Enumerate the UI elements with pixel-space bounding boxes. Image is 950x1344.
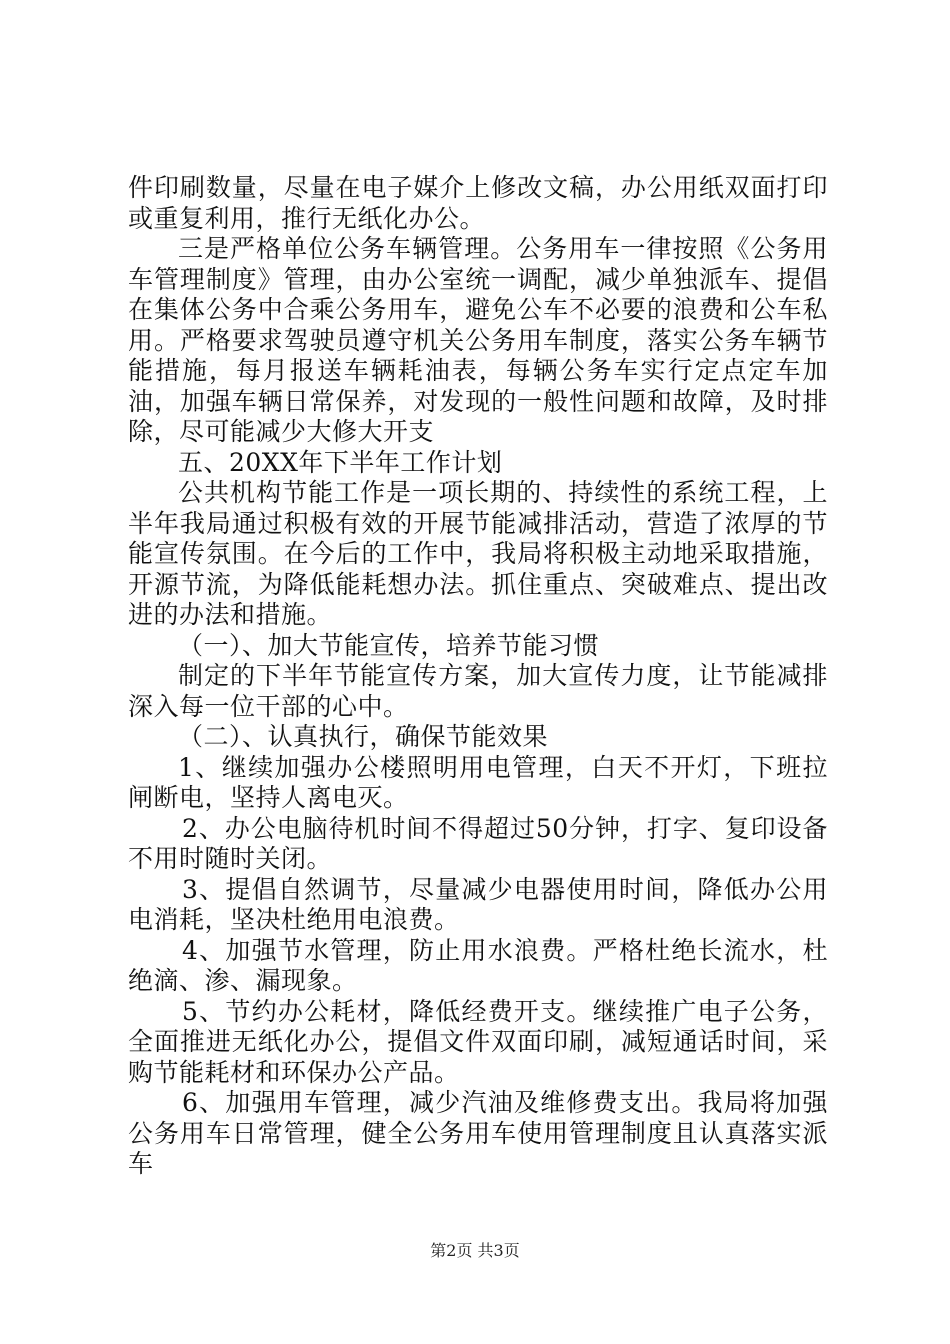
- paragraph-plan-intro: 公共机构节能工作是一项长期的、持续性的系统工程，上半年我局通过积极有效的开展节能减排活动，营造了浓厚的节能宣传氛围。在今后的工作中，我局将积极主动地采取措施，开源节流，为降低能耗想办法。抓住重点、突破难点、提出改进的办法和措施。: [128, 478, 828, 629]
- subheading-execution: （二）、认真执行，确保节能效果: [178, 722, 549, 751]
- list-item-appliances: 3、提倡自然调节，尽量减少电器使用时间，降低办公用电消耗，坚决杜绝用电浪费。: [128, 874, 828, 934]
- paragraph-continuation: 件印刷数量，尽量在电子媒介上修改文稿，办公用纸双面打印或重复利用，推行无纸化办公。: [128, 173, 828, 233]
- list-item-lighting: 1、继续加强办公楼照明用电管理，白天不开灯，下班拉闸断电，坚持人离电灭。: [128, 752, 828, 812]
- section-heading-plan: 五、20XX年下半年工作计划: [178, 447, 503, 477]
- list-item-computers: 2、办公电脑待机时间不得超过50分钟，打字、复印设备不用时随时关闭。: [128, 813, 828, 873]
- list-item-vehicles: 6、加强用车管理，减少汽油及维修费支出。我局将加强公务用车日常管理，健全公务用车使用管理制度且认真落实派车: [128, 1088, 828, 1178]
- list-item-water: 4、加强节水管理，防止用水浪费。严格杜绝长流水，杜绝滴、渗、漏现象。: [128, 935, 828, 995]
- paragraph-vehicle-management: 三是严格单位公务车辆管理。公务用车一律按照《公务用车管理制度》管理，由办公室统一调配，减少单独派车、提倡在集体公务中合乘公务用车，避免公车不必要的浪费和公车私用。严格要求驾驶员遵守机关公务用车制度，落实公务车辆节能措施，每月报送车辆耗油表，每辆公务车实行定点定车加油，加强车辆日常保养，对发现的一般性问题和故障，及时排除，尽可能减少大修大开支: [128, 234, 828, 446]
- document-body: [128, 173, 828, 1180]
- page-number-footer: 第2页 共3页: [430, 1241, 520, 1260]
- subheading-publicity: （一）、加大节能宣传，培养节能习惯: [178, 630, 600, 660]
- paragraph-publicity: 制定的下半年节能宣传方案，加大宣传力度，让节能减排深入每一位干部的心中。: [128, 661, 828, 721]
- list-item-supplies: 5、节约办公耗材，降低经费开支。继续推广电子公务，全面推进无纸化办公，提倡文件双面印刷，减短通话时间，采购节能耗材和环保办公产品。: [128, 996, 828, 1087]
